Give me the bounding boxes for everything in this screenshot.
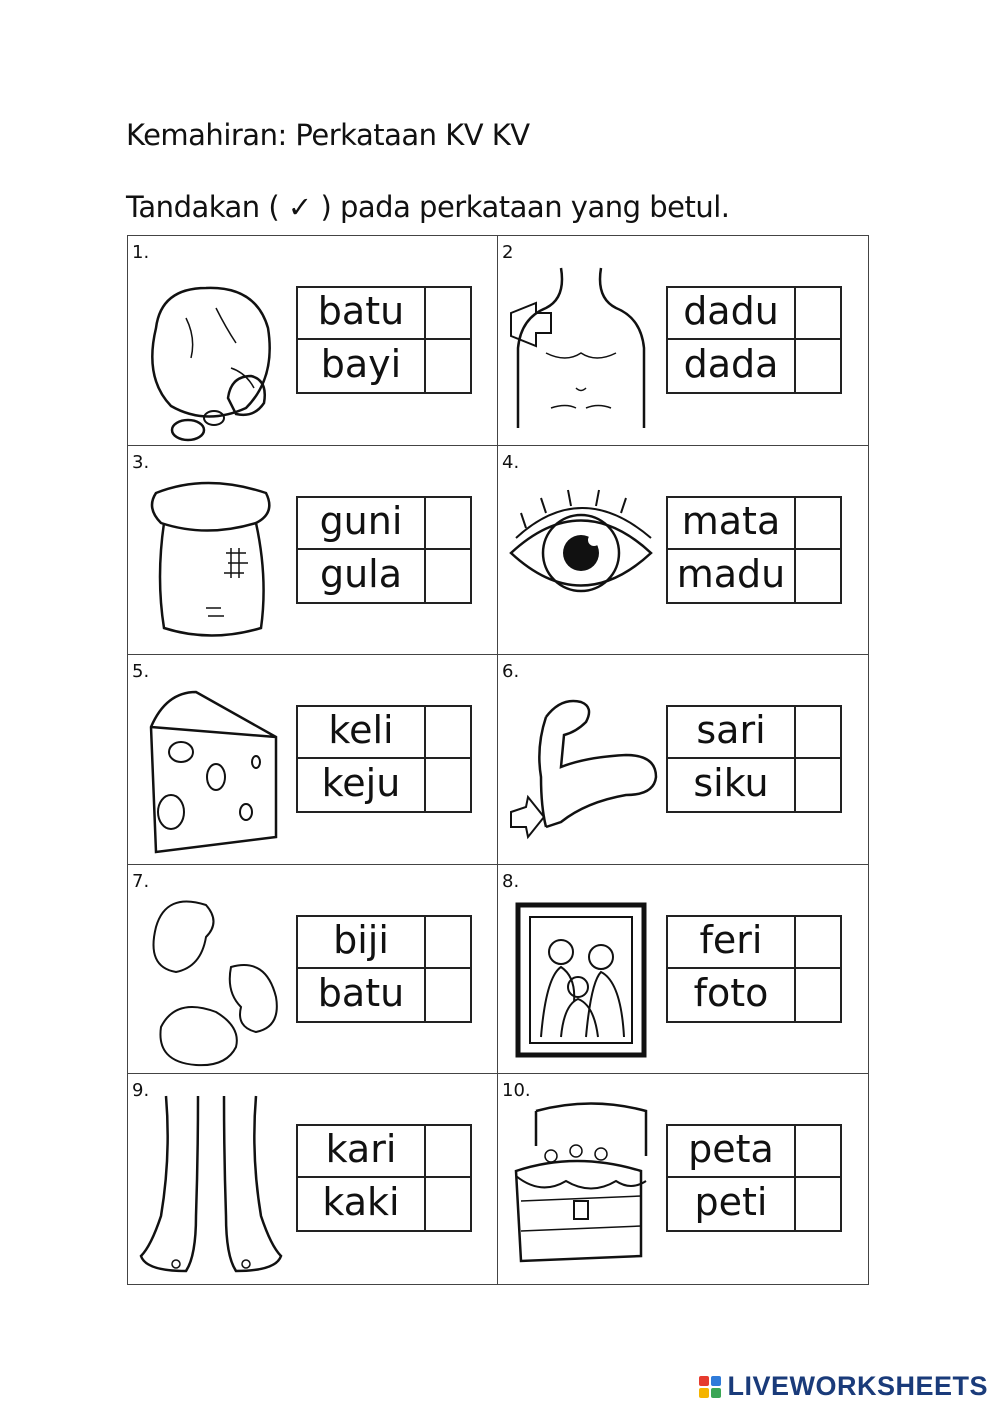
checkbox[interactable] <box>426 969 470 1021</box>
item-number: 2 <box>502 242 514 263</box>
exercise-item <box>128 236 498 446</box>
rock-icon <box>136 258 286 438</box>
item-number: 8. <box>502 870 520 892</box>
checkbox[interactable] <box>796 550 840 602</box>
brand-name: LIVEWORKSHEETS <box>727 1371 988 1401</box>
checkbox[interactable] <box>796 1178 840 1230</box>
chest-icon <box>506 258 656 438</box>
exercise-item <box>498 655 868 865</box>
exercise-item <box>128 446 498 656</box>
checkbox[interactable] <box>426 1126 470 1178</box>
exercise-item <box>498 865 868 1075</box>
legs-icon <box>136 1096 286 1276</box>
option-word: keli <box>298 707 426 759</box>
option-word: sari <box>668 707 796 759</box>
item-number: 7. <box>132 870 150 892</box>
answer-options <box>666 286 842 394</box>
exercise-item <box>128 655 498 865</box>
item-number: 9. <box>132 1080 150 1102</box>
item-number: 5. <box>132 661 150 683</box>
option-word: keju <box>298 759 426 811</box>
answer-options <box>666 496 842 604</box>
exercise-item <box>128 1074 498 1284</box>
option-word: batu <box>298 288 426 340</box>
checkbox[interactable] <box>796 707 840 759</box>
answer-options <box>666 1124 842 1232</box>
answer-options <box>296 496 472 604</box>
item-number: 1. <box>132 242 150 263</box>
checkbox[interactable] <box>426 1178 470 1230</box>
option-word: peta <box>668 1126 796 1178</box>
exercise-grid <box>127 235 869 1285</box>
checkbox[interactable] <box>796 759 840 811</box>
sack-icon <box>136 468 286 648</box>
option-word: foto <box>668 969 796 1021</box>
checkbox[interactable] <box>426 288 470 340</box>
item-number: 3. <box>132 451 150 473</box>
option-word: peti <box>668 1178 796 1230</box>
option-word: gula <box>298 550 426 602</box>
option-word: dadu <box>668 288 796 340</box>
checkbox[interactable] <box>796 1126 840 1178</box>
answer-options <box>666 915 842 1023</box>
checkbox[interactable] <box>426 707 470 759</box>
exercise-item <box>128 865 498 1075</box>
answer-options <box>296 915 472 1023</box>
checkbox[interactable] <box>426 340 470 392</box>
exercise-item <box>498 446 868 656</box>
option-word: dada <box>668 340 796 392</box>
checkbox[interactable] <box>426 917 470 969</box>
treasure-chest-icon <box>506 1096 656 1276</box>
option-word: kari <box>298 1126 426 1178</box>
option-word: madu <box>668 550 796 602</box>
photo-frame-icon <box>506 887 656 1067</box>
option-word: mata <box>668 498 796 550</box>
option-word: feri <box>668 917 796 969</box>
option-word: batu <box>298 969 426 1021</box>
checkbox[interactable] <box>426 498 470 550</box>
answer-options <box>296 286 472 394</box>
cheese-icon <box>136 677 286 857</box>
brand-logo[interactable] <box>699 1371 988 1402</box>
option-word: biji <box>298 917 426 969</box>
option-word: kaki <box>298 1178 426 1230</box>
checkbox[interactable] <box>426 759 470 811</box>
item-number: 4. <box>502 451 520 473</box>
instruction-text: Tandakan ( ✓ ) pada perkataan yang betul. <box>126 190 730 224</box>
logo-mark-icon <box>699 1376 721 1398</box>
checkbox[interactable] <box>426 550 470 602</box>
exercise-item <box>498 236 868 446</box>
beans-icon <box>136 887 286 1067</box>
answer-options <box>296 1124 472 1232</box>
option-word: guni <box>298 498 426 550</box>
eye-icon <box>506 468 656 648</box>
checkbox[interactable] <box>796 917 840 969</box>
checkbox[interactable] <box>796 340 840 392</box>
answer-options <box>296 705 472 813</box>
checkbox[interactable] <box>796 288 840 340</box>
elbow-icon <box>506 677 656 857</box>
checkbox[interactable] <box>796 969 840 1021</box>
checkbox[interactable] <box>796 498 840 550</box>
item-number: 10. <box>502 1080 531 1102</box>
option-word: bayi <box>298 340 426 392</box>
item-number: 6. <box>502 661 520 683</box>
skill-heading: Kemahiran: Perkataan KV KV <box>126 118 530 152</box>
option-word: siku <box>668 759 796 811</box>
answer-options <box>666 705 842 813</box>
exercise-item <box>498 1074 868 1284</box>
